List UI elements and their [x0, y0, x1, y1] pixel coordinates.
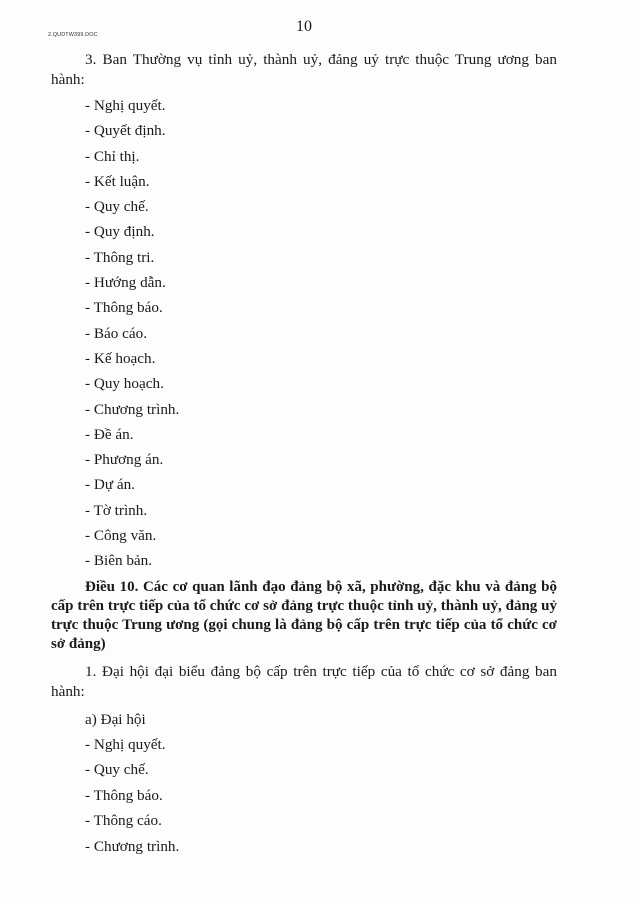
- list-item: - Dự án.: [85, 476, 135, 494]
- list-item: - Công văn.: [85, 527, 157, 545]
- list-item: - Quy định.: [85, 223, 155, 241]
- list-item: - Quy hoạch.: [85, 375, 164, 393]
- list-item: - Đề án.: [85, 425, 134, 443]
- section-3-list: [51, 93, 557, 574]
- document-body: [51, 50, 557, 859]
- list-item: - Báo cáo.: [85, 324, 147, 342]
- file-label: 2.QUDTW399.DOC: [48, 32, 98, 38]
- list-item: - Chương trình.: [85, 837, 180, 855]
- list-item: - Quy chế.: [85, 761, 149, 779]
- list-item: - Nghị quyết.: [85, 97, 166, 114]
- list-item: - Tờ trình.: [85, 501, 148, 519]
- list-item: - Nghị quyết.: [85, 735, 166, 753]
- list-item: - Thông cáo.: [85, 812, 162, 830]
- list-item: - Quyết định.: [85, 122, 166, 140]
- sub-clause-a: a) Đại hội: [85, 710, 146, 728]
- list-item: - Chỉ thị.: [85, 147, 140, 165]
- list-item: - Kết luận.: [85, 172, 150, 190]
- list-item: - Chương trình.: [85, 400, 180, 418]
- section-3-intro: 3. Ban Thường vụ tỉnh uỷ, thành uỷ, đảng uỷ trực thuộc Trung ương ban hành:: [51, 51, 557, 88]
- page-number: 10: [296, 18, 312, 35]
- list-item: - Thông báo.: [85, 299, 163, 317]
- article-10-list: [51, 732, 557, 860]
- list-item: - Kế hoạch.: [85, 349, 156, 367]
- list-item: - Quy chế.: [85, 198, 149, 216]
- list-item: - Thông báo.: [85, 786, 163, 804]
- list-item: - Biên bản.: [85, 552, 153, 570]
- article-10-heading: Điều 10. Các cơ quan lãnh đạo đảng bộ xã, phường, đặc khu và đảng bộ cấp trên trực tiếp của tổ chức cơ sở đảng trực thuộc tỉnh uỷ, thành uỷ, đảng uỷ trực thuộc Trung ương (gọi chung là đảng bộ cấp trên trực tiếp của tổ chức cơ sở đảng): [51, 578, 557, 652]
- list-item: - Hướng dẫn.: [85, 274, 166, 292]
- clause-1-intro: 1. Đại hội đại biểu đảng bộ cấp trên trực tiếp của tổ chức cơ sở đảng ban hành:: [51, 662, 557, 700]
- list-item: - Phương án.: [85, 451, 164, 469]
- list-item: - Thông tri.: [85, 248, 155, 266]
